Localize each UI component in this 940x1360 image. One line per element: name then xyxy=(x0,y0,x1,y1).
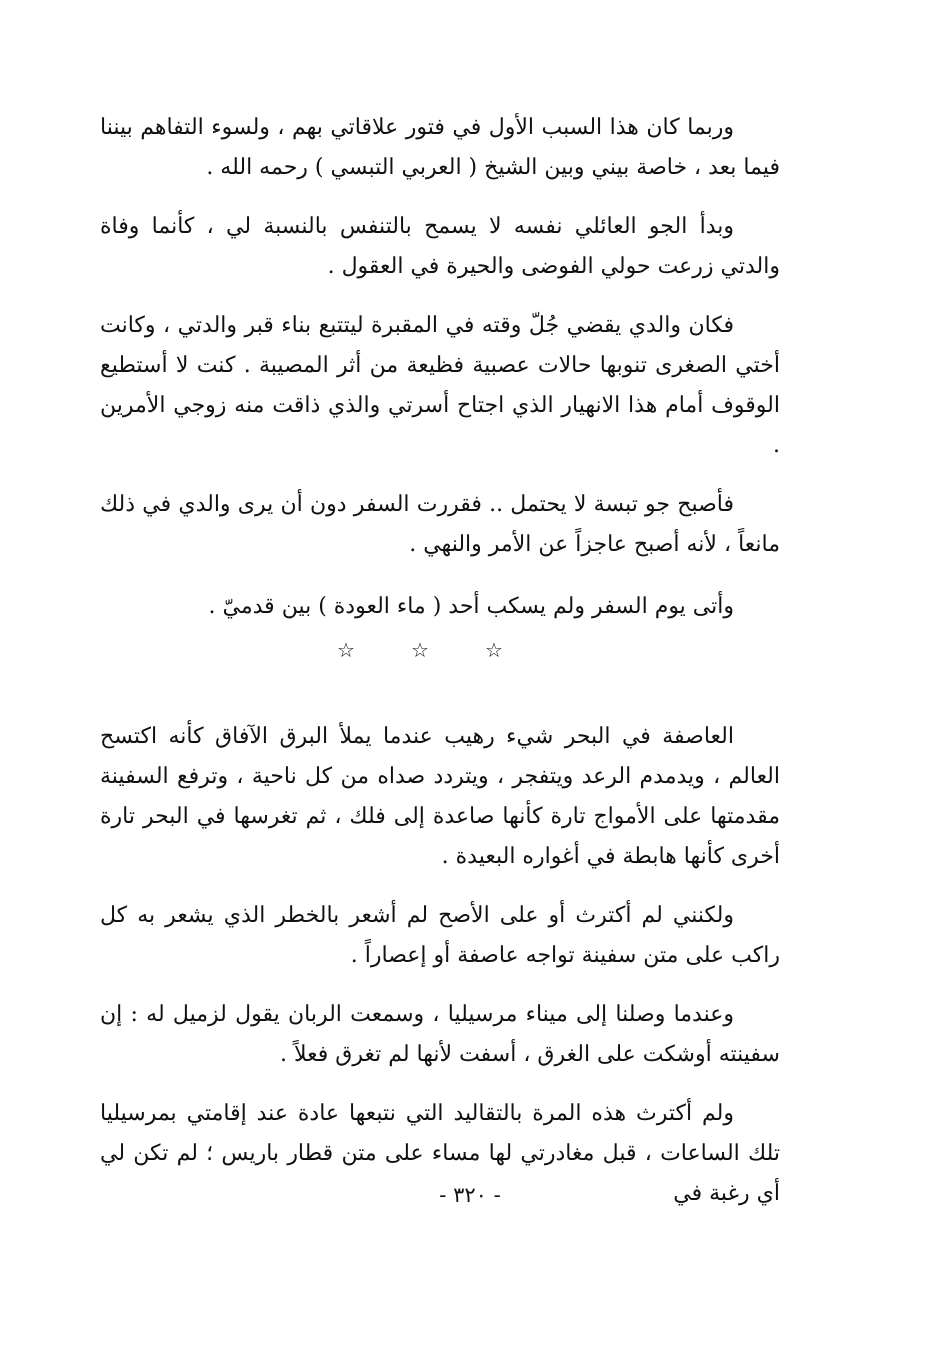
paragraph-9: ولم أكترث هذه المرة بالتقاليد التي نتبعها عادة عند إقامتي بمرسيليا تلك الساعات ، قبل مغادرتي لها مساء على متن قطار باريس ؛ لم تكن لي أي رغبة في xyxy=(100,1101,780,1206)
paragraph-2: وبدأ الجو العائلي نفسه لا يسمح بالتنفس بالنسبة لي ، كأنما وفاة والدتي زرعت حولي الفوضى والحيرة في العقول . xyxy=(100,214,780,279)
paragraph-4: فأصبح جو تبسة لا يحتمل .. فقررت السفر دون أن يرى والدي في ذلك مانعاً ، لأنه أصبح عاجزاً عن الأمر والنهي . xyxy=(100,492,780,557)
paragraph-8: وعندما وصلنا إلى ميناء مرسيليا ، وسمعت الربان يقول لزميل له : إن سفينته أوشكت على الغرق ، أسفت لأنها لم تغرق فعلاً . xyxy=(100,1002,780,1067)
paragraph-3: فكان والدي يقضي جُلّ وقته في المقبرة ليتتبع بناء قبر والدتي ، وكانت أختي الصغرى تنوبها حالات عصبية فظيعة من أثر المصيبة . كنت لا أستطيع الوقوف أمام هذا الانهيار الذي اجتاح أسرتي والذي ذاقت منه زوجي الأمرين . xyxy=(100,313,780,458)
star-icon: ☆ xyxy=(411,638,429,662)
page-number: - ٣٢٠ - xyxy=(439,1183,501,1207)
star-icon: ☆ xyxy=(337,638,355,662)
paragraph-6: العاصفة في البحر شيء رهيب عندما يملأ البرق الآفاق كأنه اكتسح العالم ، ويدمدم الرعد ويتفجر ، ويتردد صداه من كل ناحية ، وترفع السفينة مقدمتها على الأمواج تارة كأنها صاعدة إلى فلك ، ثم تغرسها في البحر تارة أخرى كأنها هابطة في أغواره البعيدة . xyxy=(100,724,780,869)
star-icon: ☆ xyxy=(485,638,503,662)
paragraph-7: ولكنني لم أكترث أو على الأصح لم أشعر بالخطر الذي يشعر به كل راكب على متن سفينة تواجه عاصفة أو إعصاراً . xyxy=(100,903,780,968)
paragraph-1: وربما كان هذا السبب الأول في فتور علاقاتي بهم ، ولسوء التفاهم بيننا فيما بعد ، خاصة بيني وبين الشيخ ( العربي التبسي ) رحمه الله . xyxy=(100,115,780,180)
section-separator xyxy=(100,635,780,665)
paragraph-5: وأتى يوم السفر ولم يسكب أحد ( ماء العودة ) بين قدميّ . xyxy=(208,594,734,619)
page-body xyxy=(100,108,780,1233)
